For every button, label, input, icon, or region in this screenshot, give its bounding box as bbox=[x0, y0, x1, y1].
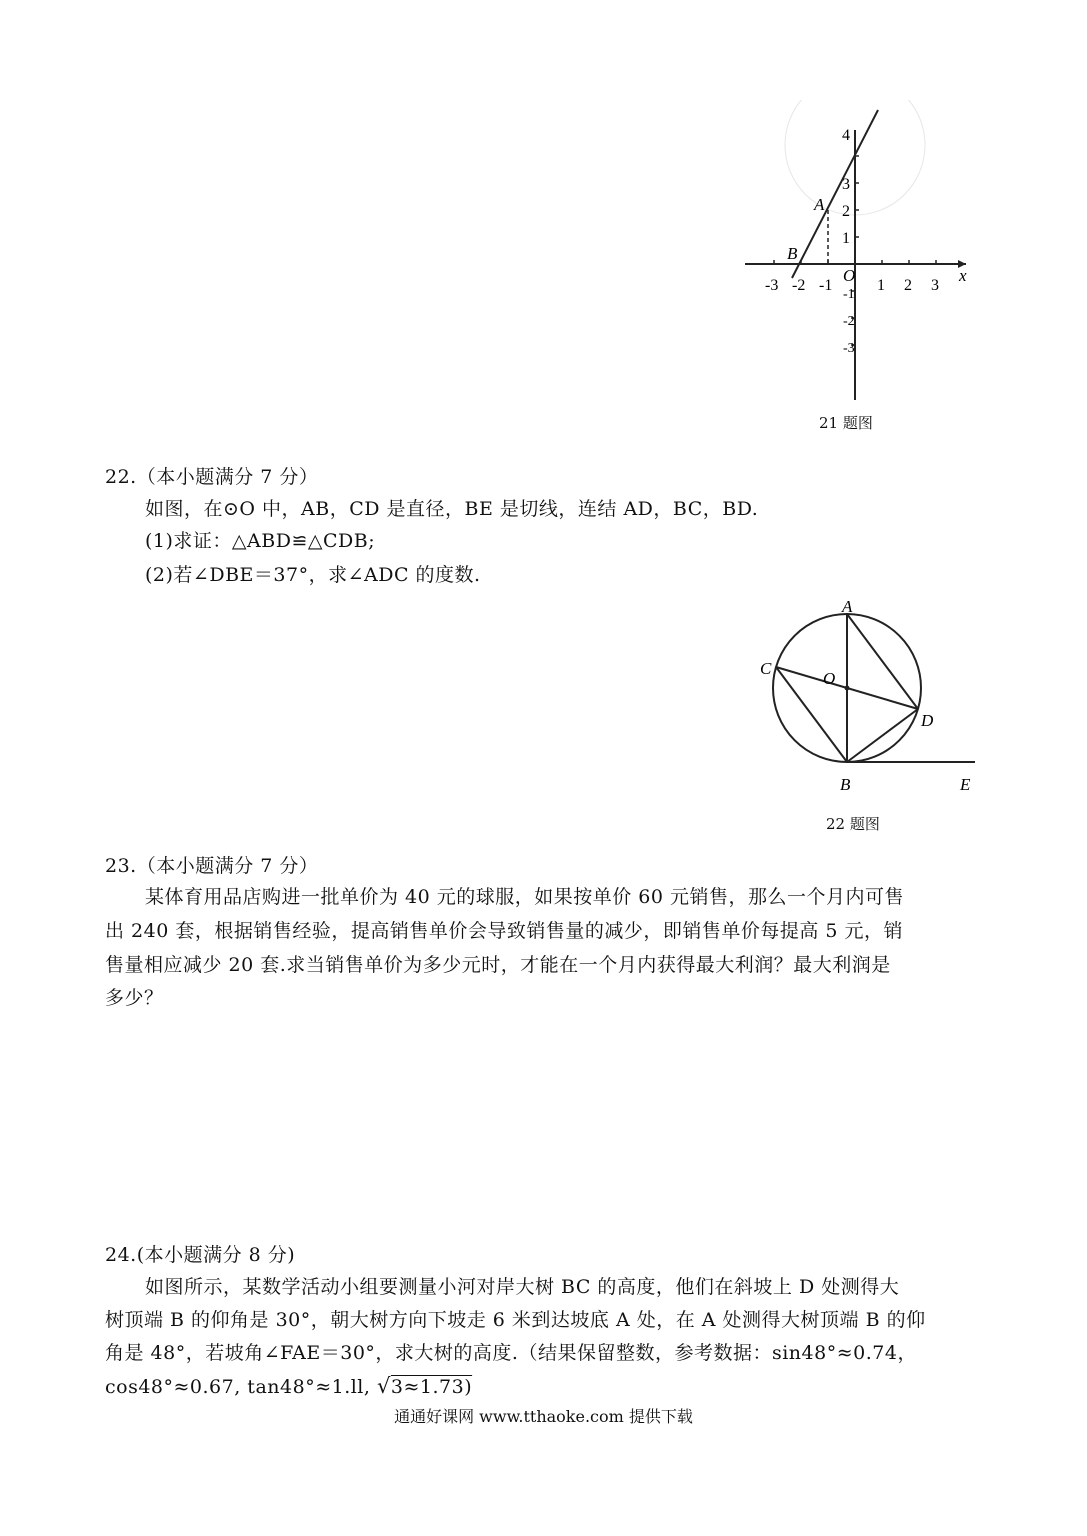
q24-line-2: 树顶端 B 的仰角是 30°，朝大树方向下坡走 6 米到达坡底 A 处，在 A 处测得大树顶端 B 的仰 bbox=[105, 1309, 926, 1331]
x-axis-label: x bbox=[959, 266, 967, 285]
y-tick-label: 3 bbox=[842, 176, 850, 193]
y-tick-label: -1 bbox=[843, 287, 855, 302]
figure-22-caption: 22 题图 bbox=[826, 815, 880, 833]
point-e-label: E bbox=[960, 775, 971, 794]
q22-header: 22.（本小题满分 7 分） bbox=[105, 466, 319, 488]
y-tick-label: -3 bbox=[843, 341, 855, 356]
segment-ad bbox=[847, 614, 918, 709]
x-tick-label: -2 bbox=[792, 277, 806, 294]
figure-22 bbox=[750, 595, 990, 805]
point-a-label: A bbox=[814, 195, 825, 214]
point-a-label: A bbox=[842, 597, 853, 616]
q24-line-4-end: 3≈1.73) bbox=[390, 1376, 473, 1398]
q24-line-3: 角是 48°，若坡角∠FAE＝30°，求大树的高度.（结果保留整数，参考数据：sin48°≈0.74， bbox=[105, 1342, 917, 1364]
q24-line-1: 如图所示，某数学活动小组要测量小河对岸大树 BC 的高度，他们在斜坡上 D 处测得大 bbox=[145, 1276, 900, 1298]
sqrt-sign-icon: √ bbox=[376, 1374, 391, 1398]
q24-line-4-start: cos48°≈0.67, tan48°≈1.ll, bbox=[105, 1376, 371, 1398]
center-point bbox=[845, 686, 850, 691]
origin-label: O bbox=[843, 266, 856, 285]
figure-21 bbox=[730, 100, 1010, 445]
y-tick-label: 1 bbox=[842, 230, 850, 247]
q24-header: 24.(本小题满分 8 分) bbox=[105, 1244, 296, 1266]
x-tick-label: -1 bbox=[819, 277, 833, 294]
point-b-label: B bbox=[787, 244, 798, 263]
segment-bc bbox=[776, 667, 847, 762]
y-tick-label: -2 bbox=[843, 314, 855, 329]
x-tick-label: 1 bbox=[877, 277, 885, 294]
q23-header: 23.（本小题满分 7 分） bbox=[105, 855, 319, 877]
y-tick-label: 4 bbox=[842, 127, 850, 144]
q23-line-3: 售量相应减少 20 套.求当销售单价为多少元时，才能在一个月内获得最大利润？最大利润是 bbox=[105, 954, 891, 976]
q22-line-1: 如图，在⊙O 中，AB，CD 是直径，BE 是切线，连结 AD，BC，BD. bbox=[145, 498, 759, 520]
q22-line-2: (1)求证：△ABD≌△CDB; bbox=[145, 530, 376, 552]
q23-line-4: 多少？ bbox=[105, 987, 164, 1009]
point-d-label: D bbox=[921, 711, 934, 730]
figure-21-caption: 21 题图 bbox=[819, 414, 873, 432]
page-footer: 通通好课网 www.tthaoke.com 提供下载 bbox=[394, 1407, 693, 1426]
point-b-label: B bbox=[840, 775, 851, 794]
y-tick-label: 2 bbox=[842, 203, 850, 220]
q24-line-4 bbox=[105, 1373, 472, 1400]
x-tick-label: 2 bbox=[904, 277, 912, 294]
q22-line-3: (2)若∠DBE＝37°，求∠ADC 的度数. bbox=[145, 564, 481, 586]
x-tick-label: -3 bbox=[765, 277, 779, 294]
point-c-label: C bbox=[760, 659, 772, 678]
q23-line-2: 出 240 套，根据销售经验，提高销售单价会导致销售量的减少，即销售单价每提高 5 元，销 bbox=[105, 920, 904, 942]
x-tick-label: 3 bbox=[931, 277, 939, 294]
point-o-label: O bbox=[823, 669, 836, 688]
q23-line-1: 某体育用品店购进一批单价为 40 元的球服，如果按单价 60 元销售，那么一个月内可售 bbox=[145, 886, 905, 908]
